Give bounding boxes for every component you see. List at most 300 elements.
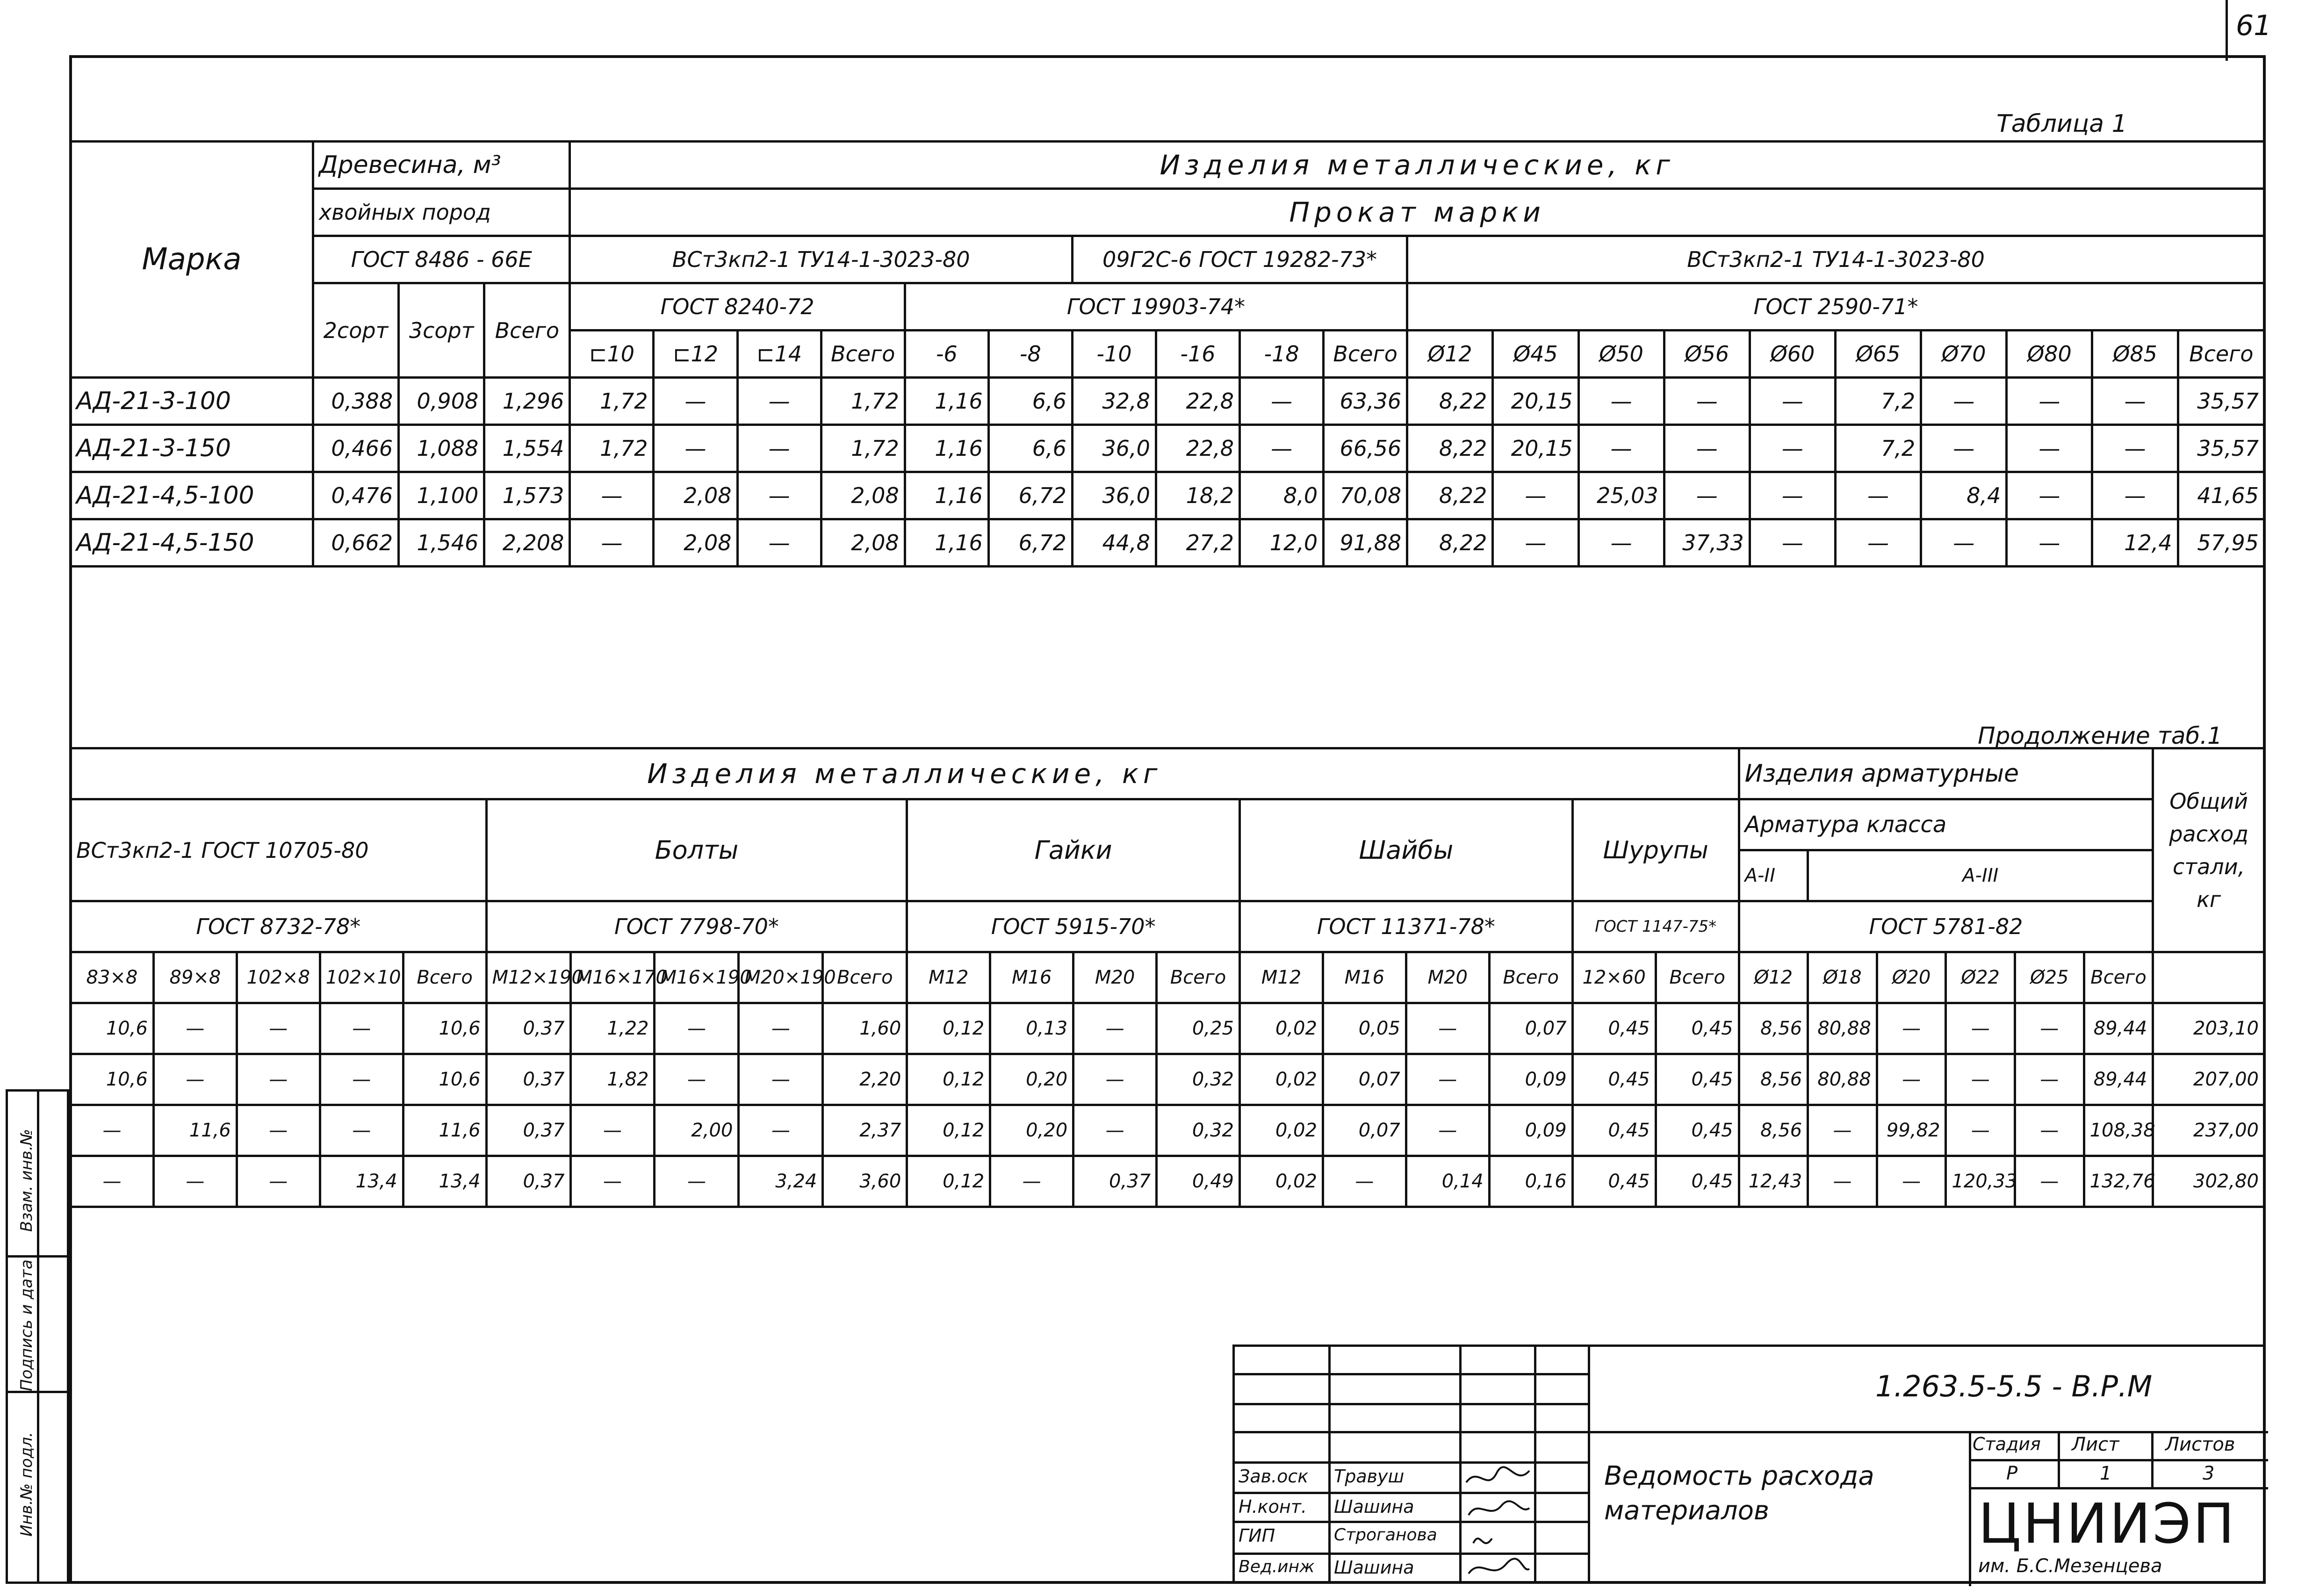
table-cell: 66,56 [1324, 425, 1407, 472]
t1-h-steel2: 09Г2С-6 ГОСТ 19282-73* [1072, 236, 1407, 283]
table-cell: 12,4 [2092, 519, 2178, 567]
t1-h-gost3: ГОСТ 2590-71* [1407, 283, 2265, 331]
table-cell: 10,6 [71, 1054, 154, 1105]
table-cell: 0,12 [907, 1156, 990, 1207]
table-cell: 0,02 [1239, 1054, 1323, 1105]
table2-caption: Продолжение таб.1 [1978, 722, 2222, 749]
table-cell: 0,20 [990, 1054, 1073, 1105]
table2-col-10: М12 [907, 952, 990, 1003]
table-cell: 3,60 [823, 1156, 907, 1207]
table-cell: — [1578, 425, 1664, 472]
table-cell: 1,16 [905, 378, 988, 425]
table2-col-13: Всего [1157, 952, 1240, 1003]
table-cell: 0,45 [1572, 1105, 1656, 1156]
table1-col-4: ⊏12 [654, 331, 737, 378]
table2-col-1: 89×8 [153, 952, 237, 1003]
table-cell: — [1664, 378, 1750, 425]
table-cell: 7,2 [1835, 425, 1921, 472]
table-cell: — [1750, 472, 1835, 519]
table-cell: 237,00 [2153, 1105, 2265, 1156]
table-cell: 35,57 [2178, 378, 2264, 425]
table-cell: — [739, 1003, 823, 1054]
table-cell: 0,12 [907, 1003, 990, 1054]
table2-col-8: М20×190 [739, 952, 823, 1003]
table-cell: 0,16 [1489, 1156, 1572, 1207]
t2-h-steel: ВСт3кп2-1 ГОСТ 10705-80 [71, 799, 487, 901]
table1-col-12: Всего [1324, 331, 1407, 378]
table-cell: — [1664, 425, 1750, 472]
stamp-org: ЦНИИЭП [1978, 1491, 2237, 1556]
table2-col-15: М16 [1323, 952, 1406, 1003]
table-cell: 12,0 [1240, 519, 1324, 567]
table2-col-0: 83×8 [71, 952, 154, 1003]
table-cell: 36,0 [1072, 472, 1156, 519]
table-cell: 70,08 [1324, 472, 1407, 519]
t2-h-total: Общий расход стали, кг [2153, 748, 2265, 952]
table-cell: — [320, 1054, 403, 1105]
table-cell: — [737, 378, 821, 425]
t2-h-arm-class: Арматура класса [1739, 799, 2153, 850]
table-cell: 0,25 [1157, 1003, 1240, 1054]
t2-h-a2: А-II [1739, 850, 1808, 901]
t2-h-armature: Изделия арматурные [1739, 748, 2153, 799]
stamp-name-3: Шашина [1334, 1557, 1414, 1578]
table2 [69, 747, 2266, 1208]
table-cell: 0,07 [1489, 1003, 1572, 1054]
table-row [71, 1105, 2265, 1156]
table-cell: 1,296 [484, 378, 570, 425]
stamp-role-2: ГИП [1239, 1525, 1275, 1546]
t1-h-steel1: ВСт3кп2-1 ТУ14-1-3023-80 [570, 236, 1072, 283]
table-cell: 13,4 [320, 1156, 403, 1207]
stamp-sheets: 3 [2203, 1463, 2215, 1484]
table-cell: 18,2 [1156, 472, 1239, 519]
stamp-role-0: Зав.оск [1239, 1466, 1309, 1487]
table-cell: — [1323, 1156, 1406, 1207]
table-cell: — [2007, 425, 2092, 472]
table-cell: — [2092, 472, 2178, 519]
table-cell: — [1750, 378, 1835, 425]
table1-col-13: Ø12 [1407, 331, 1493, 378]
table-cell: 0,662 [313, 519, 398, 567]
table-cell: 0,05 [1323, 1003, 1406, 1054]
table-cell: 8,56 [1739, 1054, 1808, 1105]
table-cell: — [1240, 378, 1324, 425]
table2-col-24: Ø25 [2015, 952, 2084, 1003]
table-cell: — [1664, 472, 1750, 519]
table-cell: 0,13 [990, 1003, 1073, 1054]
table-cell: 1,72 [821, 378, 905, 425]
table-cell: 8,0 [1240, 472, 1324, 519]
stamp-role-3: Вед.инж [1239, 1557, 1315, 1576]
stamp-h-sheets: Листов [2165, 1434, 2235, 1455]
table-cell: — [990, 1156, 1073, 1207]
stamp-role-1: Н.конт. [1239, 1496, 1307, 1517]
row-label: АД-21-3-150 [71, 425, 313, 472]
table-cell: — [237, 1105, 320, 1156]
table-cell: — [570, 519, 654, 567]
side-label-sign: Подпись и дата [17, 1259, 36, 1391]
table-cell: 8,22 [1407, 425, 1493, 472]
table-cell: 20,15 [1493, 425, 1578, 472]
table-cell: — [2015, 1003, 2084, 1054]
table1-col-21: Ø85 [2092, 331, 2178, 378]
table-cell: 0,14 [1406, 1156, 1489, 1207]
table-row [71, 1003, 2265, 1054]
t2-h-a3: А-III [1808, 850, 2153, 901]
table1-col-5: ⊏14 [737, 331, 821, 378]
table-cell: — [1750, 425, 1835, 472]
table2-col-21: Ø18 [1808, 952, 1877, 1003]
table1 [69, 140, 2266, 568]
side-label-vzam: Взам. инв.№ [17, 1129, 36, 1232]
table2-col-18: 12×60 [1572, 952, 1656, 1003]
table1-col-22: Всего [2178, 331, 2264, 378]
table-cell: — [1921, 425, 2007, 472]
row-label: АД-21-4,5-150 [71, 519, 313, 567]
table1-col-7: -6 [905, 331, 988, 378]
table-cell: 1,82 [570, 1054, 655, 1105]
table-cell: 203,10 [2153, 1003, 2265, 1054]
table-cell: 108,38 [2084, 1105, 2153, 1156]
table-cell: 57,95 [2178, 519, 2264, 567]
table-cell: 3,24 [739, 1156, 823, 1207]
t1-h-steel3: ВСт3кп2-1 ТУ14-1-3023-80 [1407, 236, 2265, 283]
table-cell: — [2015, 1156, 2084, 1207]
table-cell: 0,476 [313, 472, 398, 519]
stamp-name-2: Строганова [1334, 1525, 1437, 1545]
table-cell: 11,6 [403, 1105, 486, 1156]
table-cell: — [153, 1003, 237, 1054]
table-cell: — [237, 1003, 320, 1054]
t2-h-washers: Шайбы [1239, 799, 1572, 901]
table-cell: 0,908 [399, 378, 484, 425]
table2-col-14: М12 [1239, 952, 1323, 1003]
table-cell: — [737, 425, 821, 472]
table1-col-8: -8 [988, 331, 1072, 378]
table-cell: — [71, 1105, 154, 1156]
table-cell: 1,16 [905, 425, 988, 472]
table-cell: 0,45 [1572, 1156, 1656, 1207]
table-cell: 0,37 [486, 1003, 570, 1054]
table-cell: — [737, 519, 821, 567]
table-cell: 0,45 [1656, 1105, 1739, 1156]
table-cell: 0,02 [1239, 1003, 1323, 1054]
table-cell: 89,44 [2084, 1054, 2153, 1105]
table-cell: — [570, 1105, 655, 1156]
table-cell: 1,72 [570, 425, 654, 472]
table-cell: — [1073, 1003, 1157, 1054]
side-label-inv: Инв.№ подл. [17, 1432, 36, 1537]
table-cell: — [654, 378, 737, 425]
table-cell: 35,57 [2178, 425, 2264, 472]
table-cell: 0,02 [1239, 1105, 1323, 1156]
table1-col-18: Ø65 [1835, 331, 1921, 378]
table-cell: — [153, 1054, 237, 1105]
t2-h-nuts: Гайки [907, 799, 1240, 901]
side-strip [6, 1089, 69, 1584]
table-cell: — [1406, 1003, 1489, 1054]
table-cell: — [1877, 1054, 1946, 1105]
table-cell: 11,6 [153, 1105, 237, 1156]
table-row [71, 425, 2265, 472]
table-cell: — [1240, 425, 1324, 472]
t1-col-2: Всего [484, 283, 570, 378]
table-cell: — [739, 1105, 823, 1156]
table-cell: — [1073, 1105, 1157, 1156]
t1-h-gost2: ГОСТ 19903-74* [905, 283, 1407, 331]
table2-col-6: М16×170 [570, 952, 655, 1003]
table-cell: — [1877, 1003, 1946, 1054]
table-cell: 207,00 [2153, 1054, 2265, 1105]
table-cell: 20,15 [1493, 378, 1578, 425]
table1-col-6: Всего [821, 331, 905, 378]
table-row [71, 472, 2265, 519]
table-row [71, 1156, 2265, 1207]
table-cell: — [1406, 1105, 1489, 1156]
table-cell: 0,49 [1157, 1156, 1240, 1207]
stamp-h-sheet: Лист [2072, 1434, 2119, 1455]
table1-col-10: -16 [1156, 331, 1239, 378]
table-cell: 1,100 [399, 472, 484, 519]
table-cell: 8,22 [1407, 378, 1493, 425]
table-cell: — [1073, 1054, 1157, 1105]
table-cell: 2,208 [484, 519, 570, 567]
table-cell: 8,56 [1739, 1105, 1808, 1156]
table1-col-19: Ø70 [1921, 331, 2007, 378]
table-cell: 0,32 [1157, 1054, 1240, 1105]
table-cell: 0,45 [1572, 1003, 1656, 1054]
stamp-doc-title: Ведомость расхода материалов [1604, 1461, 1874, 1526]
table-cell: 12,43 [1739, 1156, 1808, 1207]
t2-h-screws: Шурупы [1572, 799, 1739, 901]
table1-col-20: Ø80 [2007, 331, 2092, 378]
table-cell: 0,32 [1157, 1105, 1240, 1156]
stamp-sheet: 1 [2100, 1463, 2112, 1484]
table-cell: 8,4 [1921, 472, 2007, 519]
table-cell: 8,22 [1407, 472, 1493, 519]
table-cell: — [1578, 378, 1664, 425]
t1-col-0: 2сорт [313, 283, 398, 378]
table-cell: 0,12 [907, 1105, 990, 1156]
table1-col-17: Ø60 [1750, 331, 1835, 378]
table-cell: — [2015, 1054, 2084, 1105]
table-cell: — [655, 1003, 739, 1054]
table2-col-4: Всего [403, 952, 486, 1003]
table-cell: — [655, 1156, 739, 1207]
table-cell: — [1921, 378, 2007, 425]
table2-col-20: Ø12 [1739, 952, 1808, 1003]
table-cell: 0,20 [990, 1105, 1073, 1156]
table-cell: — [570, 1156, 655, 1207]
table-cell: 6,72 [988, 519, 1072, 567]
table-cell: 2,37 [823, 1105, 907, 1156]
table1-col-11: -18 [1240, 331, 1324, 378]
table-cell: 1,72 [821, 425, 905, 472]
table-cell: 99,82 [1877, 1105, 1946, 1156]
table-cell: 2,08 [821, 519, 905, 567]
table-cell: — [654, 425, 737, 472]
table2-col-16: М20 [1406, 952, 1489, 1003]
t2-h-g8732: ГОСТ 8732-78* [71, 901, 487, 952]
table1-col-9: -10 [1072, 331, 1156, 378]
table-cell: 6,72 [988, 472, 1072, 519]
row-label: АД-21-4,5-100 [71, 472, 313, 519]
table2-col-3: 102×10 [320, 952, 403, 1003]
table-row [71, 519, 2265, 567]
table-cell: 2,00 [655, 1105, 739, 1156]
t1-h-marka: Марка [71, 142, 313, 378]
signature-marks [1464, 1464, 1534, 1585]
table2-col-23: Ø22 [1946, 952, 2015, 1003]
table2-col-7: М16×190 [655, 952, 739, 1003]
table-cell: — [1946, 1054, 2015, 1105]
table-cell: 132,76 [2084, 1156, 2153, 1207]
table-cell: 22,8 [1156, 378, 1239, 425]
t1-h-wood: Древесина, м³ [313, 142, 569, 189]
table-cell: — [1877, 1156, 1946, 1207]
table-cell: — [2092, 425, 2178, 472]
table2-col-12: М20 [1073, 952, 1157, 1003]
table-cell: 80,88 [1808, 1054, 1877, 1105]
table1-caption: Таблица 1 [1996, 110, 2127, 138]
table-cell: 91,88 [1324, 519, 1407, 567]
table-cell: 0,45 [1656, 1003, 1739, 1054]
table-cell: 0,45 [1656, 1156, 1739, 1207]
t2-h-g5915: ГОСТ 5915-70* [907, 901, 1240, 952]
stamp-h-stage: Стадия [1973, 1434, 2041, 1454]
table-cell: 7,2 [1835, 378, 1921, 425]
table-cell: — [1835, 519, 1921, 567]
row-label: АД-21-3-100 [71, 378, 313, 425]
page-number: 61 [2236, 9, 2272, 42]
table-cell: — [71, 1156, 154, 1207]
table-cell: 0,37 [486, 1054, 570, 1105]
table-cell: 1,16 [905, 472, 988, 519]
stamp-org-sub: им. Б.С.Мезенцева [1978, 1555, 2162, 1577]
table2-col-17: Всего [1489, 952, 1572, 1003]
table-cell: 1,573 [484, 472, 570, 519]
table-cell: 1,554 [484, 425, 570, 472]
t2-h-metal: Изделия металлические, кг [71, 748, 1739, 799]
stamp-stage: Р [2006, 1463, 2018, 1484]
table-cell: 0,07 [1323, 1105, 1406, 1156]
t2-h-g7798: ГОСТ 7798-70* [486, 901, 907, 952]
table1-col-15: Ø50 [1578, 331, 1664, 378]
t2-h-g1147: ГОСТ 1147-75* [1572, 901, 1739, 952]
table-cell: — [1578, 519, 1664, 567]
table-cell: 13,4 [403, 1156, 486, 1207]
table-cell: — [2007, 519, 2092, 567]
table-cell: 8,22 [1407, 519, 1493, 567]
table-cell: 22,8 [1156, 425, 1239, 472]
table2-col-19: Всего [1656, 952, 1739, 1003]
table-cell: — [1835, 472, 1921, 519]
table-cell: 1,546 [399, 519, 484, 567]
t2-h-g5781: ГОСТ 5781-82 [1739, 901, 2153, 952]
table2-col-5: М12×190 [486, 952, 570, 1003]
table-cell: — [2092, 378, 2178, 425]
table-cell: 0,07 [1323, 1054, 1406, 1105]
table-cell: 10,6 [71, 1003, 154, 1054]
title-block [1232, 1344, 2266, 1584]
table-cell: 0,37 [486, 1105, 570, 1156]
table-cell: 41,65 [2178, 472, 2264, 519]
t1-h-wood-kind: хвойных пород [313, 189, 569, 236]
table1-col-16: Ø56 [1664, 331, 1750, 378]
table-cell: 0,37 [1073, 1156, 1157, 1207]
stamp-name-0: Травуш [1334, 1466, 1405, 1487]
table-cell: 37,33 [1664, 519, 1750, 567]
table-cell: 36,0 [1072, 425, 1156, 472]
table-cell: 0,37 [486, 1156, 570, 1207]
table-cell: 1,088 [399, 425, 484, 472]
table-cell: — [1750, 519, 1835, 567]
table-cell: — [153, 1156, 237, 1207]
table-cell: — [1808, 1105, 1877, 1156]
table-cell: 2,08 [654, 472, 737, 519]
table-cell: 80,88 [1808, 1003, 1877, 1054]
t1-h-rolled: Прокат марки [570, 189, 2265, 236]
t1-h-gost1: ГОСТ 8240-72 [570, 283, 905, 331]
table-cell: 6,6 [988, 378, 1072, 425]
table-cell: — [1946, 1003, 2015, 1054]
table-cell: — [570, 472, 654, 519]
table-cell: — [1921, 519, 2007, 567]
t1-col-1: 3сорт [399, 283, 484, 378]
table2-col-11: М16 [990, 952, 1073, 1003]
table-cell: 89,44 [2084, 1003, 2153, 1054]
t2-h-g11371: ГОСТ 11371-78* [1239, 901, 1572, 952]
table-cell: 0,45 [1572, 1054, 1656, 1105]
table2-col-25: Всего [2084, 952, 2153, 1003]
table-cell: — [237, 1156, 320, 1207]
table-cell: 0,45 [1656, 1054, 1739, 1105]
t1-h-wood-gost: ГОСТ 8486 - 66Е [313, 236, 569, 283]
table-cell: — [1808, 1156, 1877, 1207]
table-cell: 27,2 [1156, 519, 1239, 567]
table-cell: — [1406, 1054, 1489, 1105]
table-cell: 10,6 [403, 1054, 486, 1105]
table-cell: 25,03 [1578, 472, 1664, 519]
table-cell: 0,09 [1489, 1054, 1572, 1105]
table-cell: 0,12 [907, 1054, 990, 1105]
table-row [71, 378, 2265, 425]
table-cell: 0,388 [313, 378, 398, 425]
table-cell: — [320, 1105, 403, 1156]
table-cell: — [1493, 472, 1578, 519]
table-cell: 8,56 [1739, 1003, 1808, 1054]
table-cell: 6,6 [988, 425, 1072, 472]
table-cell: 1,60 [823, 1003, 907, 1054]
table-cell: 32,8 [1072, 378, 1156, 425]
stamp-name-1: Шашина [1334, 1496, 1414, 1517]
table-cell: 63,36 [1324, 378, 1407, 425]
table-cell: 2,08 [654, 519, 737, 567]
t2-h-bolts: Болты [486, 799, 907, 901]
table-cell: 120,33 [1946, 1156, 2015, 1207]
table-cell: — [737, 472, 821, 519]
table2-col-2: 102×8 [237, 952, 320, 1003]
table-cell: 44,8 [1072, 519, 1156, 567]
table-cell: 1,72 [570, 378, 654, 425]
page-number-box [2226, 0, 2228, 61]
table2-col-9: Всего [823, 952, 907, 1003]
table-cell: — [237, 1054, 320, 1105]
table-cell: 0,09 [1489, 1105, 1572, 1156]
table1-col-14: Ø45 [1493, 331, 1578, 378]
t1-h-metal: Изделия металлические, кг [570, 142, 2265, 189]
